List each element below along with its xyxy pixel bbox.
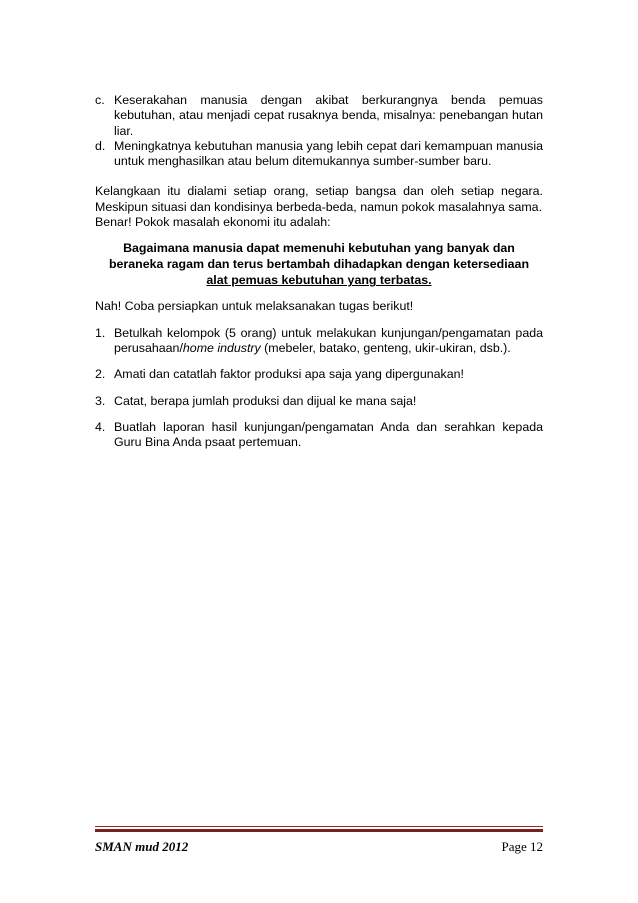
task-text: Catat, berapa jumlah produksi dan dijual ke mana saja! <box>114 393 417 408</box>
task-marker: 1. <box>95 325 106 340</box>
task-item-3 <box>95 394 543 409</box>
task-marker: 2. <box>95 367 106 382</box>
list-item-c <box>95 93 543 139</box>
highlight-statement <box>95 240 543 288</box>
highlight-line-1: Bagaimana manusia dapat memenuhi kebutuhan yang banyak dan <box>123 241 515 256</box>
task-italic-term: home industry <box>182 340 261 355</box>
task-intro: Nah! Coba persiapkan untuk melaksanakan tugas berikut! <box>95 299 414 314</box>
list-text: Keserakahan manusia dengan akibat berkurangnya benda pemuas kebutuhan, atau menjadi cepat rusaknya benda, misalnya: penebangan hutan liar. <box>114 93 543 138</box>
footer-page-number: Page 12 <box>501 839 543 854</box>
task-marker: 4. <box>95 419 106 434</box>
task-marker: 3. <box>95 393 106 408</box>
footer-rule-thin <box>95 826 543 827</box>
footer-rule-thick <box>95 829 543 832</box>
list-marker: d. <box>95 138 106 153</box>
highlight-line-3: alat pemuas kebutuhan yang terbatas. <box>206 273 432 288</box>
list-marker: c. <box>95 93 105 107</box>
list-text: Meningkatnya kebutuhan manusia yang lebih cepat dari kemampuan manusia untuk menghasilkan atau belum ditemukannya sumber-sumber baru. <box>114 138 543 169</box>
task-text: Betulkah kelompok (5 orang) untuk melakukan kunjungan/pengamatan pada perusahaan/home industry (mebeler, batako, genteng, ukir-ukiran, dsb.). <box>114 325 543 355</box>
page-content <box>95 93 543 450</box>
footer-school: SMAN mud 2012 <box>95 839 189 854</box>
paragraph-kelangkaan: Kelangkaan itu dialami setiap orang, setiap bangsa dan oleh setiap negara. Meskipun situasi dan kondisinya berbeda-beda, namun pokok masalahnya sama. <box>95 184 543 214</box>
task-text: Amati dan catatlah faktor produksi apa saja yang dipergunakan! <box>114 367 464 382</box>
list-item-d <box>95 139 543 170</box>
page-footer <box>95 826 543 855</box>
task-item-1 <box>95 326 543 357</box>
task-item-2 <box>95 367 543 382</box>
highlight-line-2: beraneka ragam dan terus bertambah dihadapkan dengan ketersediaan <box>108 257 530 272</box>
paragraph-pokok-masalah: Benar! Pokok masalah ekonomi itu adalah: <box>95 215 331 230</box>
task-text: Buatlah laporan hasil kunjungan/pengamatan Anda dan serahkan kepada Guru Bina Anda psaat pertemuan. <box>114 419 543 450</box>
task-item-4 <box>95 420 543 451</box>
